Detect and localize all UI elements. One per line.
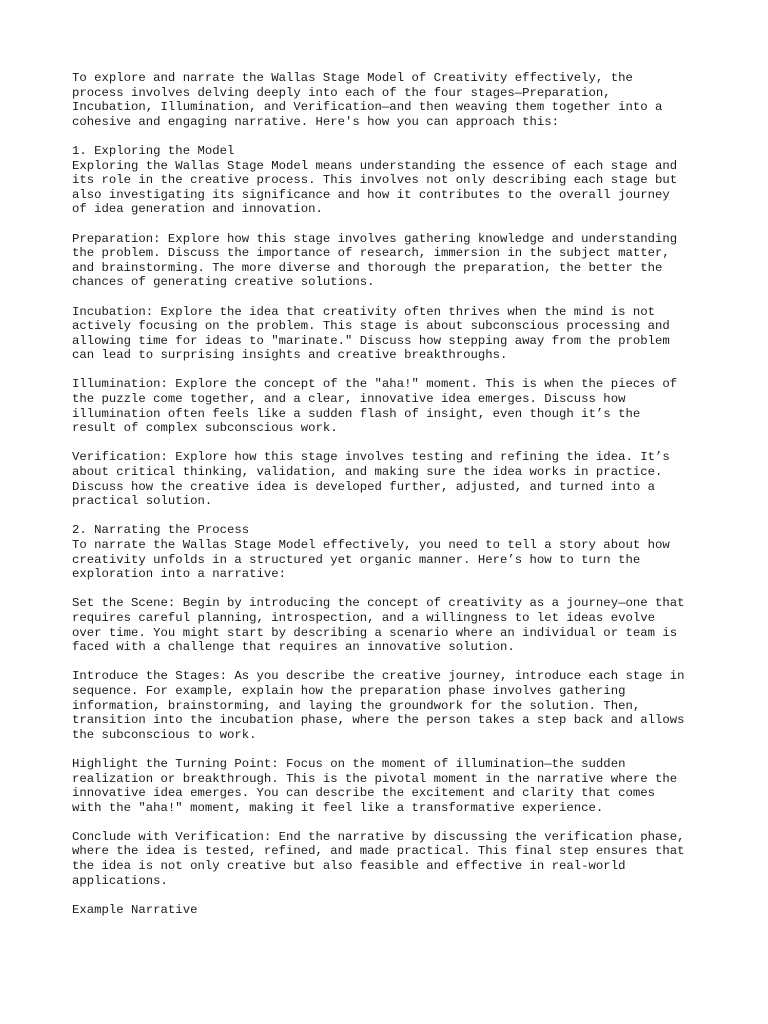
document-page xyxy=(72,71,732,932)
text-line: faced with a challenge that requires an innovative solution. xyxy=(72,640,515,655)
text-line: the idea is not only creative but also feasible and effective in real-world xyxy=(72,859,626,874)
text-line: transition into the incubation phase, where the person takes a step back and allows xyxy=(72,713,685,728)
text-line: Verification: Explore how this stage involves testing and refining the idea. It’s xyxy=(72,450,670,465)
text-line: Set the Scene: Begin by introducing the concept of creativity as a journey—one that xyxy=(72,596,685,611)
text-line: actively focusing on the problem. This stage is about subconscious processing and xyxy=(72,319,670,334)
paragraph xyxy=(72,757,732,815)
text-line: chances of generating creative solutions. xyxy=(72,275,375,290)
text-line: creativity unfolds in a structured yet organic manner. Here’s how to turn the xyxy=(72,552,641,567)
paragraph xyxy=(72,669,732,742)
text-line: Incubation, Illumination, and Verification—and then weaving them together into a xyxy=(72,100,663,115)
text-line: can lead to surprising insights and creative breakthroughs. xyxy=(72,348,508,363)
text-line: cohesive and engaging narrative. Here's how you can approach this: xyxy=(72,114,560,129)
paragraph xyxy=(72,523,732,581)
text-line: with the "aha!" moment, making it feel like a transformative experience. xyxy=(72,800,604,815)
text-line: innovative idea emerges. You can describe the excitement and clarity that comes xyxy=(72,786,655,801)
paragraph xyxy=(72,596,732,654)
text-line: the problem. Discuss the importance of research, immersion in the subject matter, xyxy=(72,246,670,261)
text-line: To explore and narrate the Wallas Stage Model of Creativity effectively, the xyxy=(72,71,633,85)
text-line: Illumination: Explore the concept of the "aha!" moment. This is when the pieces of xyxy=(72,377,678,392)
paragraph xyxy=(72,232,732,290)
text-line: information, brainstorming, and laying the groundwork for the solution. Then, xyxy=(72,698,641,713)
text-line: over time. You might start by describing a scenario where an individual or team is xyxy=(72,625,678,640)
text-line: Preparation: Explore how this stage involves gathering knowledge and understanding xyxy=(72,231,678,246)
text-line: To narrate the Wallas Stage Model effectively, you need to tell a story about how xyxy=(72,538,670,552)
text-line: 2. Narrating the Process xyxy=(72,523,250,538)
text-line: 1. Exploring the Model xyxy=(72,143,235,158)
text-line: about critical thinking, validation, and making sure the idea works in practice. xyxy=(72,465,663,480)
text-line: exploration into a narrative: xyxy=(72,567,287,582)
text-line: Discuss how the creative idea is developed further, adjusted, and turned into a xyxy=(72,479,655,494)
paragraph xyxy=(72,903,732,918)
text-line: of idea generation and innovation. xyxy=(72,202,323,217)
text-line: its role in the creative process. This involves not only describing each stage but xyxy=(72,173,678,188)
text-line: the puzzle come together, and a clear, innovative idea emerges. Discuss how xyxy=(72,392,626,407)
paragraph xyxy=(72,830,732,888)
paragraph xyxy=(72,377,732,435)
text-line: Incubation: Explore the idea that creativity often thrives when the mind is not xyxy=(72,304,655,319)
paragraph xyxy=(72,450,732,508)
text-line: result of complex subconscious work. xyxy=(72,421,338,436)
paragraph xyxy=(72,144,732,217)
text-line: allowing time for ideas to "marinate." Discuss how stepping away from the problem xyxy=(72,333,670,348)
text-line: process involves delving deeply into each of the four stages—Preparation, xyxy=(72,85,611,100)
text-line: practical solution. xyxy=(72,494,213,509)
paragraph xyxy=(72,71,732,129)
text-line: applications. xyxy=(72,873,168,888)
text-line: Example Narrative xyxy=(72,902,198,917)
text-line: Highlight the Turning Point: Focus on the moment of illumination—the sudden xyxy=(72,756,626,771)
text-line: Exploring the Wallas Stage Model means understanding the essence of each stage and xyxy=(72,158,678,173)
text-line: also investigating its significance and how it contributes to the overall journey xyxy=(72,187,670,202)
text-line: illumination often feels like a sudden flash of insight, even though it’s the xyxy=(72,406,641,421)
text-line: requires careful planning, introspection, and a willingness to let ideas evolve xyxy=(72,610,655,625)
text-line: Conclude with Verification: End the narrative by discussing the verification phase, xyxy=(72,829,685,844)
text-line: where the idea is tested, refined, and made practical. This final step ensures that xyxy=(72,844,685,859)
text-line: the subconscious to work. xyxy=(72,727,257,742)
text-line: Introduce the Stages: As you describe the creative journey, introduce each stage in xyxy=(72,669,685,684)
paragraph xyxy=(72,305,732,363)
text-line: realization or breakthrough. This is the pivotal moment in the narrative where the xyxy=(72,771,678,786)
text-line: and brainstorming. The more diverse and thorough the preparation, the better the xyxy=(72,260,663,275)
text-line: sequence. For example, explain how the preparation phase involves gathering xyxy=(72,683,626,698)
